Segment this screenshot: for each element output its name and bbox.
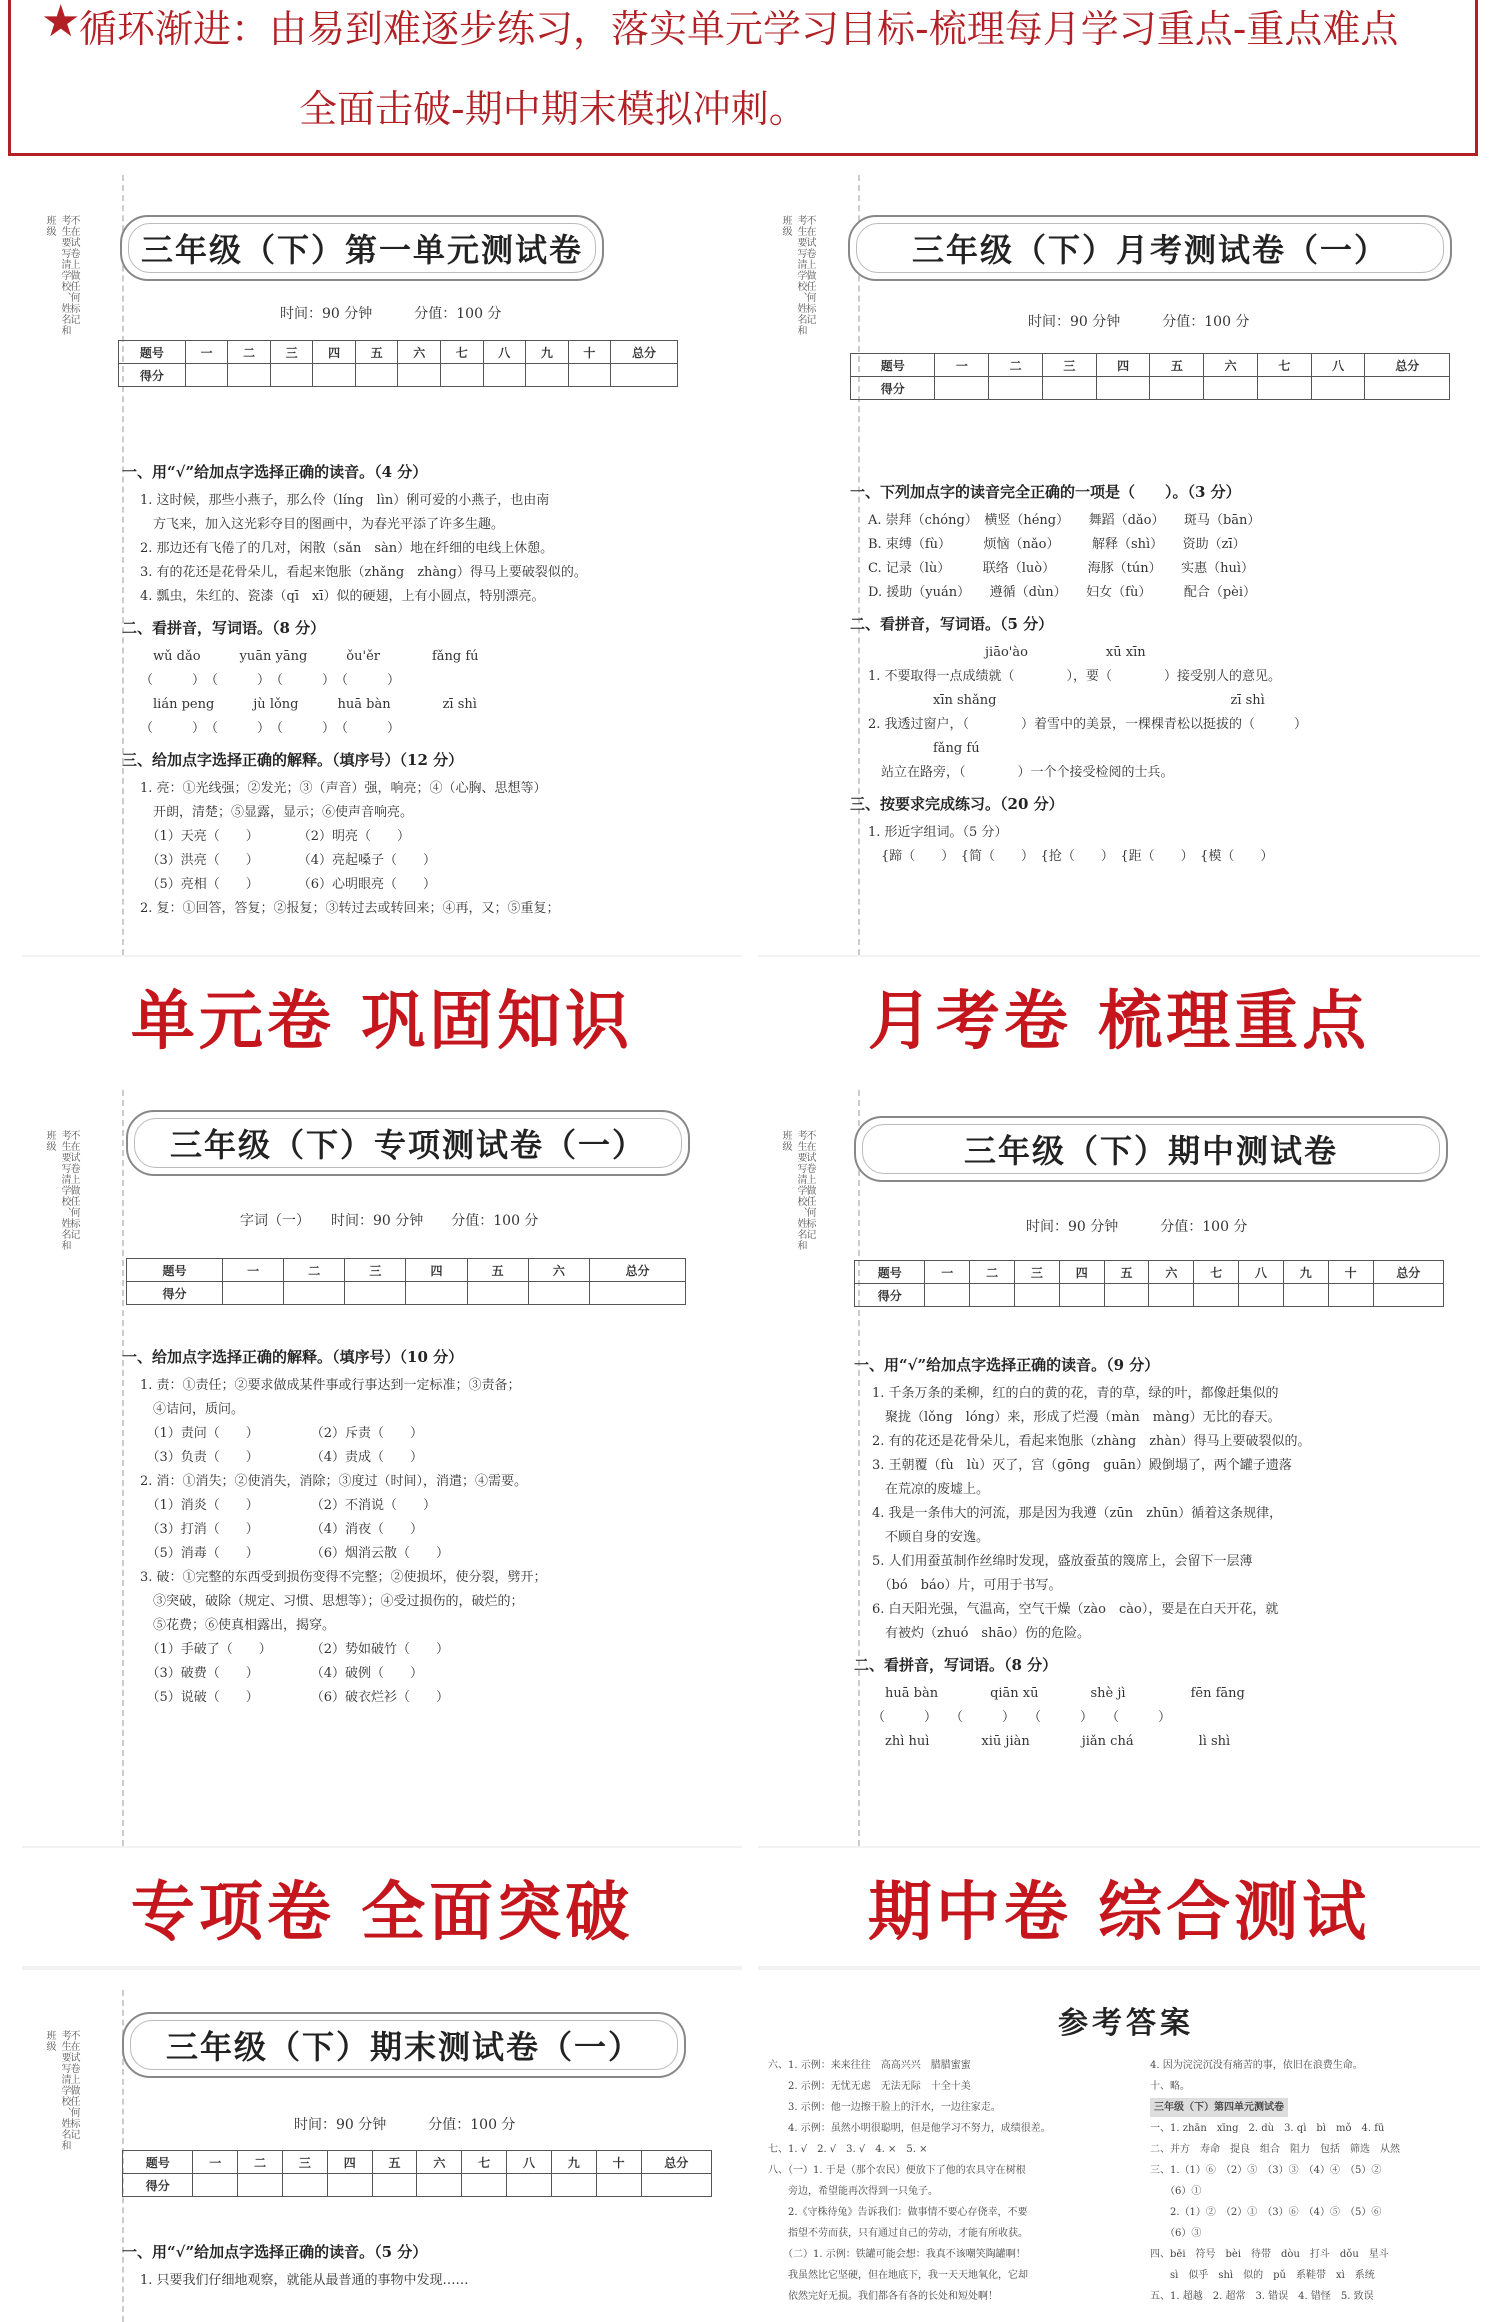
- question-line: fǎng fú: [868, 741, 980, 756]
- question-line: 2. 那边还有飞倦了的几对，闲散（sǎn sàn）地在纤细的电线上休憩。: [140, 541, 554, 556]
- answer-line: 八、（一）1. 于是（那个农民）便放下了他的农具守在树根: [768, 2165, 1026, 2176]
- question-line: ⑤花费；⑥使真相露出，揭穿。: [140, 1618, 336, 1633]
- question-heading: 一、给加点字选择正确的解释。（填序号）（10 分）: [122, 1348, 464, 1366]
- score-header-cell: 四: [327, 2151, 372, 2174]
- question-line: 站立在路旁，（ ）一个个接受检阅的士兵。: [868, 765, 1174, 780]
- score-row-label: 得分: [119, 364, 186, 387]
- question-line: （1）消炎（ ） （2）不消说（ ）: [140, 1498, 437, 1513]
- side-notice-text: 考生要写清学校、姓名和班级: [44, 215, 70, 336]
- score-table: [118, 340, 678, 387]
- question-line: ④诘问，质问。: [140, 1402, 245, 1417]
- score-header-cell: 八: [483, 341, 526, 364]
- question-line: （1）手破了（ ） （2）势如破竹（ ）: [140, 1642, 450, 1657]
- paper-title: 三年级（下）期中测试卷: [854, 1116, 1448, 1182]
- score-header-cell: 五: [467, 1259, 528, 1282]
- score-header-cell: 八: [1311, 354, 1365, 377]
- question-line: lián peng jù lǒng huā bàn zī shì: [140, 697, 477, 712]
- score-header-cell: 一: [185, 341, 228, 364]
- score-header-cell: 总分: [1365, 354, 1450, 377]
- score-cell: [1096, 377, 1150, 400]
- question-line: ③突破，破除（规定、习惯、思想等）；④受过损伤的，破烂的；: [140, 1594, 524, 1609]
- answer-line: 五、1. 超越 2. 超常 3. 错误 4. 错怪 5. 致误: [1150, 2291, 1374, 2302]
- score-header-cell: 五: [372, 2151, 417, 2174]
- side-notice-text: 考生要写清学校、姓名和班级: [44, 1130, 70, 1251]
- question-heading: 三、给加点字选择正确的解释。（填序号）（12 分）: [122, 751, 464, 769]
- answer-line: 七、1. √ 2. √ 3. √ 4. × 5. ×: [768, 2144, 928, 2155]
- question-line: 1. 不要取得一点成绩就（ ），要（ ）接受别人的意见。: [868, 669, 1282, 684]
- score-header-cell: 一: [223, 1259, 284, 1282]
- score-header-cell: 六: [1204, 354, 1258, 377]
- score-cell: [398, 364, 441, 387]
- question-heading: 一、用“√”给加点字选择正确的读音。（5 分）: [122, 2243, 428, 2261]
- star-icon: ★: [41, 0, 81, 47]
- question-line: 开朗，清楚；⑤显露，显示；⑥使声音响亮。: [140, 805, 414, 820]
- score-header-cell: 五: [1104, 1261, 1149, 1284]
- score-cell: [1104, 1284, 1149, 1307]
- score-cell: [611, 364, 678, 387]
- score-cell: [185, 364, 228, 387]
- score-cell: [228, 364, 271, 387]
- score-header-cell: 三: [270, 341, 313, 364]
- score-cell: [1239, 1284, 1284, 1307]
- answer-line: 4. 因为浣浣沉没有痛苦的事，依旧在浪费生命。: [1150, 2060, 1363, 2071]
- question-line: （3）破费（ ） （4）破例（ ）: [140, 1666, 424, 1681]
- question-line: （ ） （ ） （ ） （ ）: [140, 721, 401, 736]
- question-line: 4. 我是一条伟大的河流，那是因为我遵（zūn zhūn）循着这条规律，: [872, 1506, 1283, 1521]
- question-line: 1. 只要我们仔细地观察，就能从最普通的事物中发现……: [140, 2273, 469, 2288]
- intro-banner: [8, 0, 1478, 156]
- score-cell: [1059, 1284, 1104, 1307]
- answer-line: （二）1. 示例：铁罐可能会想：我真不该嘲笑陶罐啊！: [768, 2249, 1026, 2260]
- score-header-cell: 四: [1059, 1261, 1104, 1284]
- question-line: 4. 瓢虫，朱红的、瓷漆（qī xī）似的硬翅，上有小圆点，特别漂亮。: [140, 589, 545, 604]
- score-header-cell: 二: [238, 2151, 283, 2174]
- score-row-label: 得分: [855, 1284, 925, 1307]
- score-cell: [193, 2174, 238, 2197]
- score-cell: [989, 377, 1043, 400]
- score-cell: [462, 2174, 507, 2197]
- card-answer-key: [758, 1990, 1480, 2322]
- score-header-cell: 四: [406, 1259, 467, 1282]
- question-line: （1）责问（ ） （2）斥责（ ）: [140, 1426, 424, 1441]
- question-line: （ ） （ ） （ ） （ ）: [140, 673, 401, 688]
- question-line: jiāo'ào xū xīn: [868, 645, 1146, 660]
- answer-line: 六、1. 示例：来来往往 高高兴兴 腊腊蜜蜜: [768, 2060, 971, 2071]
- answer-line: 2. 示例：无忧无虑 无法无际 十全十美: [768, 2081, 971, 2092]
- score-table: [854, 1260, 1444, 1307]
- question-line: 1. 责：①责任；②要求做成某件事或行事达到一定标准；③责备；: [140, 1378, 521, 1393]
- answer-line: 一、1. zhān xīng 2. dù 3. qì bì mǒ 4. fū: [1150, 2123, 1385, 2134]
- score-cell: [526, 364, 569, 387]
- score-cell: [1373, 1284, 1443, 1307]
- question-line: （3）打消（ ） （4）消夜（ ）: [140, 1522, 424, 1537]
- question-line: 不顾自身的安逸。: [872, 1530, 990, 1545]
- score-header-cell: 总分: [1373, 1261, 1443, 1284]
- card-midterm-test: [758, 1090, 1480, 1970]
- score-cell: [528, 1282, 589, 1305]
- side-notice-text: 不在试卷上做任何标记: [804, 1130, 815, 1240]
- question-line: 3. 王朝覆（fù lù）灭了，宫（gōng guān）殿倒塌了，两个罐子遗落: [872, 1458, 1292, 1473]
- score-header-cell: 九: [1283, 1261, 1328, 1284]
- score-header-cell: 六: [398, 341, 441, 364]
- score-cell: [483, 364, 526, 387]
- score-cell: [1149, 1284, 1194, 1307]
- score-cell: [270, 364, 313, 387]
- paper-title: 三年级（下）第一单元测试卷: [120, 215, 604, 281]
- score-cell: [1257, 377, 1311, 400]
- score-cell: [1328, 1284, 1373, 1307]
- question-line: 在荒凉的废墟上。: [872, 1482, 990, 1497]
- score-cell: [568, 364, 611, 387]
- question-line: C. 记录（lù） 联络（luò） 海豚（tún） 实惠（huì）: [868, 561, 1255, 576]
- paper-preview: [22, 175, 742, 955]
- score-header-cell: 题号: [123, 2151, 193, 2174]
- score-cell: [313, 364, 356, 387]
- question-line: （3）洪亮（ ） （4）亮起嗓子（ ）: [140, 853, 437, 868]
- answer-line: 三、1.（1）⑥ （2）⑤ （3）③ （4）④ （5）②: [1150, 2165, 1382, 2176]
- score-cell: [1194, 1284, 1239, 1307]
- score-cell: [1365, 377, 1450, 400]
- side-notice-text: 考生要写清学校、姓名和班级: [780, 1130, 806, 1251]
- score-header-cell: 题号: [119, 341, 186, 364]
- score-header-cell: 题号: [127, 1259, 223, 1282]
- score-cell: [596, 2174, 641, 2197]
- card-final-test: [22, 1990, 742, 2322]
- binding-line: [858, 1090, 860, 1846]
- score-cell: [935, 377, 989, 400]
- score-header-cell: 九: [526, 341, 569, 364]
- score-header-cell: 二: [970, 1261, 1015, 1284]
- question-line: （3）负责（ ） （4）责成（ ）: [140, 1450, 424, 1465]
- card-monthly-test: [758, 175, 1480, 1075]
- paper-meta: 时间：90 分钟 分值：100 分: [1028, 314, 1250, 330]
- question-line: （5）亮相（ ） （6）心明眼亮（ ）: [140, 877, 437, 892]
- paper-meta: 时间：90 分钟 分值：100 分: [1026, 1219, 1248, 1235]
- answer-line: 2.《守株待兔》告诉我们：做事情不要心存侥幸，不要: [768, 2207, 1028, 2218]
- question-line: huā bàn qiān xū shè jì fēn fāng: [872, 1686, 1245, 1701]
- answer-line: 2.（1）② （2）① （3）⑥ （4）⑤ （5）⑥: [1150, 2207, 1382, 2218]
- question-line: 2. 复：①回答，答复；②报复；③转过去或转回来；④再，又；⑤重复；: [140, 901, 560, 916]
- caption: 月考卷 梳理重点: [758, 957, 1480, 1075]
- card-unit-test: [22, 175, 742, 1075]
- score-header-cell: 题号: [855, 1261, 925, 1284]
- score-header-cell: 三: [1042, 354, 1096, 377]
- answer-line: 三年级（下）第四单元测试卷: [1150, 2098, 1288, 2117]
- question-heading: 三、按要求完成练习。（20 分）: [850, 795, 1064, 813]
- score-header-cell: 七: [462, 2151, 507, 2174]
- score-header-cell: 五: [355, 341, 398, 364]
- side-notice-text: 考生要写清学校、姓名和班级: [44, 2030, 70, 2151]
- score-cell: [441, 364, 484, 387]
- score-cell: [1015, 1284, 1060, 1307]
- question-line: zhì huì xiū jiàn jiǎn chá lì shì: [872, 1734, 1231, 1749]
- answer-line: （6）③: [1150, 2228, 1202, 2239]
- score-cell: [355, 364, 398, 387]
- score-header-cell: 九: [551, 2151, 596, 2174]
- answer-line: 二、并方 寿命 提良 组合 阻力 包括 筛选 从然: [1150, 2144, 1400, 2155]
- paper-preview: [758, 1090, 1480, 1846]
- score-header-cell: 四: [1096, 354, 1150, 377]
- score-header-cell: 七: [441, 341, 484, 364]
- score-header-cell: 六: [1149, 1261, 1194, 1284]
- question-line: （5）说破（ ） （6）破衣烂衫（ ）: [140, 1690, 450, 1705]
- score-header-cell: 六: [417, 2151, 462, 2174]
- score-cell: [238, 2174, 283, 2197]
- score-header-cell: 四: [313, 341, 356, 364]
- question-line: xīn shǎng zī shì: [868, 693, 1265, 708]
- question-line: （bó báo）片，可用于书写。: [872, 1578, 1062, 1593]
- question-line: 1. 这时候，那些小燕子，那么伶（líng lìn）俐可爱的小燕子，也由南: [140, 493, 550, 508]
- question-heading: 一、下列加点字的读音完全正确的一项是（ ）。（3 分）: [850, 483, 1241, 501]
- paper-preview: [22, 1990, 742, 2322]
- answer-line: 旁边，希望能再次得到一只兔子。: [768, 2186, 938, 2197]
- answer-line: 我虽然比它坚硬，但在地底下，我一天天地氧化，它却: [768, 2270, 1028, 2281]
- question-line: 方飞来，加入这光彩夺目的图画中，为春光平添了许多生趣。: [140, 517, 505, 532]
- score-header-cell: 十: [1328, 1261, 1373, 1284]
- paper-preview: [22, 1090, 742, 1846]
- score-cell: [925, 1284, 970, 1307]
- score-table: [850, 353, 1450, 400]
- question-heading: 二、看拼音，写词语。（8 分）: [854, 1656, 1058, 1674]
- answer-line: 十、略。: [1150, 2081, 1190, 2092]
- binding-line: [122, 1090, 124, 1846]
- caption: 专项卷 全面突破: [22, 1848, 742, 1966]
- score-row-label: 得分: [127, 1282, 223, 1305]
- question-line: 1. 形近字组词。（5 分）: [868, 825, 1008, 840]
- score-header-cell: 二: [284, 1259, 345, 1282]
- paper-meta: 时间：90 分钟 分值：100 分: [294, 2117, 516, 2133]
- score-cell: [641, 2174, 711, 2197]
- score-header-cell: 总分: [641, 2151, 711, 2174]
- side-notice-text: 不在试卷上做任何标记: [68, 1130, 79, 1240]
- score-cell: [1150, 377, 1204, 400]
- answer-line: （6）①: [1150, 2186, 1202, 2197]
- question-line: A. 崇拜（chóng） 横竖（héng） 舞蹈（dǎo） 斑马（bān）: [868, 513, 1261, 528]
- question-line: 5. 人们用蚕茧制作丝绵时发现，盛放蚕茧的篾席上，会留下一层薄: [872, 1554, 1253, 1569]
- score-table: [122, 2150, 712, 2197]
- score-header-cell: 八: [507, 2151, 552, 2174]
- score-cell: [284, 1282, 345, 1305]
- caption: 期中卷 综合测试: [758, 1848, 1480, 1966]
- paper-meta: 时间：90 分钟 分值：100 分: [280, 306, 502, 322]
- answer-line: 依然完好无损。我们都各有各的长处和短处啊！: [768, 2291, 998, 2302]
- score-header-cell: 三: [345, 1259, 406, 1282]
- score-header-cell: 十: [568, 341, 611, 364]
- score-cell: [406, 1282, 467, 1305]
- caption: 单元卷 巩固知识: [22, 957, 742, 1075]
- answer-line: 4. 示例：虽然小明很聪明，但是他学习不努力，成绩很差。: [768, 2123, 1051, 2134]
- side-notice-text: 不在试卷上做任何标记: [68, 2030, 79, 2140]
- question-line: 有被灼（zhuó shāo）伤的危险。: [872, 1626, 1091, 1641]
- binding-line: [122, 175, 124, 955]
- score-cell: [1311, 377, 1365, 400]
- paper-meta: 字词（一） 时间：90 分钟 分值：100 分: [240, 1213, 539, 1229]
- score-header-cell: 题号: [851, 354, 935, 377]
- score-cell: [283, 2174, 328, 2197]
- score-row-label: 得分: [123, 2174, 193, 2197]
- score-header-cell: 一: [193, 2151, 238, 2174]
- score-cell: [970, 1284, 1015, 1307]
- question-line: 3. 有的花还是花骨朵儿，看起来饱胀（zhǎng zhàng）得马上要破裂似的。: [140, 565, 587, 580]
- paper-title: 三年级（下）期末测试卷（一）: [122, 2012, 686, 2078]
- paper-title: 三年级（下）专项测试卷（一）: [126, 1110, 690, 1176]
- paper-title: 三年级（下）月考测试卷（一）: [848, 215, 1452, 281]
- score-header-cell: 七: [1257, 354, 1311, 377]
- score-cell: [1042, 377, 1096, 400]
- answer-column-right: [1150, 2056, 1480, 2322]
- question-line: 2. 我透过窗户，（ ）着雪中的美景，一棵棵青松以挺拔的（ ）: [868, 717, 1308, 732]
- side-notice-text: 考生要写清学校、姓名和班级: [780, 215, 806, 336]
- score-row-label: 得分: [851, 377, 935, 400]
- question-line: （5）消毒（ ） （6）烟消云散（ ）: [140, 1546, 450, 1561]
- score-cell: [589, 1282, 685, 1305]
- binding-line: [858, 175, 860, 955]
- score-cell: [551, 2174, 596, 2197]
- score-header-cell: 七: [1194, 1261, 1239, 1284]
- score-header-cell: 二: [989, 354, 1043, 377]
- question-line: B. 束缚（fù） 烦恼（nǎo） 解释（shì） 资助（zī）: [868, 537, 1246, 552]
- score-cell: [507, 2174, 552, 2197]
- score-header-cell: 十: [596, 2151, 641, 2174]
- banner-line-1: 循环渐进：由易到难逐步练习，落实单元学习目标-梳理每月学习重点-重点难点: [79, 7, 1399, 51]
- answer-line: 3. 示例：他一边擦干脸上的汗水，一边往家走。: [768, 2102, 1001, 2113]
- question-line: 2. 消：①消失；②使消失，消除；③度过（时间），消遣；④需要。: [140, 1474, 528, 1489]
- score-header-cell: 八: [1239, 1261, 1284, 1284]
- side-notice-text: 不在试卷上做任何标记: [804, 215, 815, 325]
- score-cell: [372, 2174, 417, 2197]
- question-line: 2. 有的花还是花骨朵儿，看起来饱胀（zhàng zhàn）得马上要破裂似的。: [872, 1434, 1311, 1449]
- score-table: [126, 1258, 686, 1305]
- score-cell: [327, 2174, 372, 2197]
- score-cell: [1204, 377, 1258, 400]
- score-header-cell: 五: [1150, 354, 1204, 377]
- score-cell: [417, 2174, 462, 2197]
- question-line: 6. 白天阳光强，气温高，空气干燥（zào cào），要是在白天开花，就: [872, 1602, 1279, 1617]
- question-line: （1）天亮（ ） （2）明亮（ ）: [140, 829, 411, 844]
- question-line: 1. 千条万条的柔柳，红的白的黄的花，青的草，绿的叶，都像赶集似的: [872, 1386, 1279, 1401]
- score-cell: [223, 1282, 284, 1305]
- answer-title: 参考答案: [1058, 2006, 1194, 2041]
- score-header-cell: 三: [283, 2151, 328, 2174]
- question-line: 3. 破：①完整的东西受到损伤变得不完整；②使损坏，使分裂，劈开；: [140, 1570, 547, 1585]
- question-heading: 二、看拼音，写词语。（8 分）: [122, 619, 326, 637]
- question-line: 聚拢（lǒng lóng）来，形成了烂漫（màn màng）无比的春天。: [872, 1410, 1281, 1425]
- score-header-cell: 三: [1015, 1261, 1060, 1284]
- score-header-cell: 二: [228, 341, 271, 364]
- score-cell: [1283, 1284, 1328, 1307]
- question-line: {蹄（ ） {简（ ） {抢（ ） {距（ ） {模（ ）: [868, 849, 1274, 864]
- score-header-cell: 六: [528, 1259, 589, 1282]
- answer-column-left: [768, 2056, 1128, 2322]
- score-header-cell: 一: [935, 354, 989, 377]
- paper-preview: [758, 175, 1480, 955]
- question-line: D. 援助（yuán） 遵循（dùn） 妇女（fù） 配合（pèi）: [868, 585, 1256, 600]
- card-special-test: [22, 1090, 742, 1970]
- question-line: （ ） （ ） （ ） （ ）: [872, 1710, 1172, 1725]
- question-heading: 二、看拼音，写词语。（5 分）: [850, 615, 1054, 633]
- answer-line: sì 似乎 shì 似的 pǔ 系鞋带 xì 系统: [1150, 2270, 1375, 2281]
- score-header-cell: 总分: [611, 341, 678, 364]
- score-header-cell: 总分: [589, 1259, 685, 1282]
- banner-line-2: 全面击破-期中期末模拟冲刺。: [299, 87, 807, 131]
- score-cell: [345, 1282, 406, 1305]
- question-line: 1. 亮：①光线强；②发光；③（声音）强，响亮；④（心胸、思想等）: [140, 781, 547, 796]
- question-line: wǔ dǎo yuān yāng ǒu'ěr fǎng fú: [140, 649, 479, 664]
- question-heading: 一、用“√”给加点字选择正确的读音。（9 分）: [854, 1356, 1160, 1374]
- side-notice-text: 不在试卷上做任何标记: [68, 215, 79, 325]
- answer-line: 四、bēi 符号 bèi 待带 dòu 打斗 dǒu 星斗: [1150, 2249, 1389, 2260]
- answer-line: 指望不劳而获，只有通过自己的劳动，才能有所收获。: [768, 2228, 1028, 2239]
- question-heading: 一、用“√”给加点字选择正确的读音。（4 分）: [122, 463, 428, 481]
- score-header-cell: 一: [925, 1261, 970, 1284]
- score-cell: [467, 1282, 528, 1305]
